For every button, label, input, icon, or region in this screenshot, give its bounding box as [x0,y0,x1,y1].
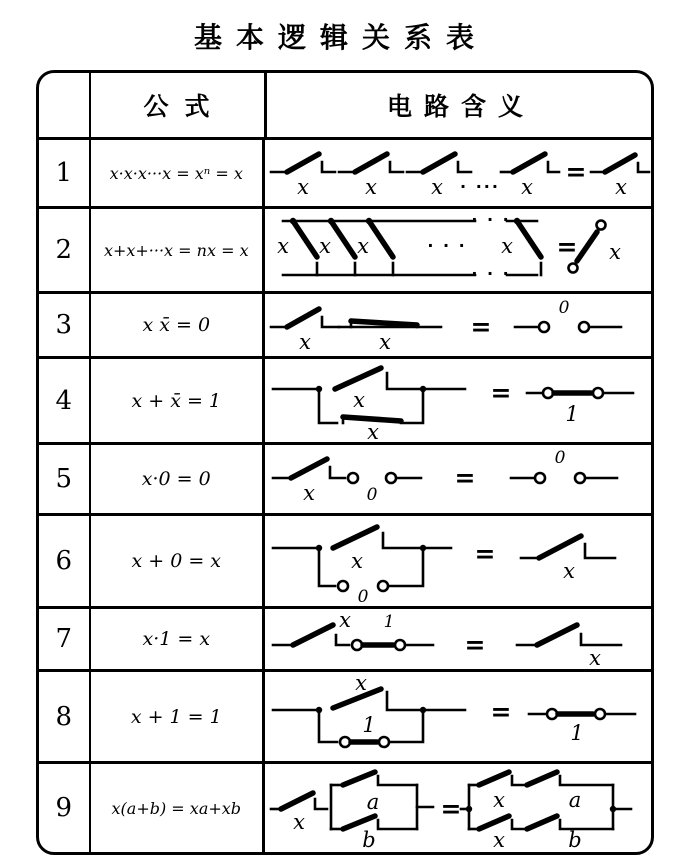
switch-label: x [615,175,627,199]
equals-sign: = [470,312,492,341]
table-row [39,359,651,445]
ellipsis-dots: · · · [471,264,511,283]
table-row [39,609,651,672]
circuit-diagram-parallel-open-closed [269,361,651,444]
table-row [39,140,651,209]
equals-sign: = [440,794,462,823]
header-circuit-cell: 电路含义 [386,92,535,121]
circuit-diagram-parallel-switches [269,211,651,289]
table-header-row [39,73,651,140]
formula: x·1 = x [91,609,265,669]
circuit-diagram-parallel-switch-open-contact [269,518,651,607]
open-contact [515,322,621,332]
formula: x+x+···x = nx = x [91,209,265,291]
circuit-cell [265,764,651,852]
circuit-cell [265,294,651,356]
switch-label: b [568,828,582,852]
equals-sign: = [565,157,587,186]
equals-sign: = [464,630,486,659]
circuit-diagram-series-switches [269,142,651,204]
equals-sign: = [454,463,476,492]
row-number: 8 [39,672,91,761]
switch-label: x [501,234,513,258]
circuit-cell [265,140,651,206]
circuit-cell [265,209,651,291]
circuit-diagram-series-closed-contact [269,608,651,670]
ellipsis-dots: · · · [471,210,511,229]
parallel-box-ab [331,772,433,829]
formula: x x̄ = 0 [91,294,265,356]
parallel-box-result [461,772,631,829]
row-number: 1 [39,140,91,206]
contact-state-label: 1 [570,720,584,745]
circuit-cell [265,672,651,761]
table-row [39,294,651,359]
result-switch [521,536,615,558]
formula: x + 1 = 1 [91,672,265,761]
equals-sign: = [556,232,578,261]
switch-label: x [521,175,533,199]
switch-label: x [431,175,443,199]
formula: x(a+b) = xa+xb [91,764,265,852]
switch-label: x [563,559,575,583]
ellipsis-dots: · · · [427,236,467,255]
formula: x + x̄ = 1 [91,359,265,442]
closed-switch [339,320,441,327]
switch-label: x [319,234,331,258]
result-switch [517,625,621,645]
branch-label: a [366,790,380,814]
row-number: 6 [39,516,91,606]
table-row [39,764,651,852]
switch-label: a [568,788,582,812]
contact-state-label: 0 [357,587,369,607]
circuit-cell [265,609,651,669]
table-row [39,516,651,609]
formula: x·0 = 0 [91,445,265,513]
switch-label: x [357,234,369,258]
open-switch [271,309,339,327]
switch-label: x [609,240,621,264]
contact-state-label: 1 [362,712,376,737]
contact-state-label: 0 [558,298,570,318]
formula: x + 0 = x [91,516,265,606]
switch-label: x [339,608,351,632]
circuit-diagram-distributive-law [269,767,651,852]
switch-label: x [493,788,505,812]
header-formula-cell: 公式 [91,73,267,137]
row-number: 9 [39,764,91,852]
switch-label: x [293,810,305,834]
circuit-diagram-series-open-contact [269,448,651,510]
switch-label: x [277,234,289,258]
row-number: 7 [39,609,91,669]
open-contact-result [511,473,617,483]
switch-label: x [297,175,309,199]
switch-label: x [299,330,311,354]
parallel-box [273,368,465,423]
circuit-cell [265,359,651,442]
circuit-cell [265,445,651,513]
closed-contact [352,640,433,650]
contact-state-label: 0 [554,448,566,468]
switch-label: x [353,387,365,412]
row-number: 5 [39,445,91,513]
equals-sign: = [490,696,512,726]
switch-label: x [493,828,505,852]
open-contact [348,473,421,483]
circuit-diagram-series-open-closed [269,297,651,353]
equals-sign: = [490,377,512,407]
page-title: 基本逻辑关系表 [193,21,488,54]
switch-label: x [365,175,377,199]
contact-state-label: 1 [383,612,395,632]
equals-sign: = [474,539,496,568]
result-switch [591,155,649,172]
open-switch [273,459,345,478]
switch-label: x [367,419,379,444]
table-row [39,445,651,516]
switch-label: x [589,646,601,670]
row-number: 4 [39,359,91,442]
circuit-cell [265,516,651,606]
row-number: 2 [39,209,91,291]
switch-label: x [379,330,391,354]
header-number-cell [39,73,91,137]
table-row [39,209,651,294]
series-switch [271,793,327,809]
switch-label: x [303,481,315,505]
switch-label: x [351,549,363,573]
logic-relations-table [36,70,654,855]
closed-contact [527,388,633,398]
contact-state-label: 1 [565,401,579,426]
formula: x·x·x···x = xⁿ = x [91,140,265,206]
series-switch-chain [271,154,559,172]
contact-state-label: 0 [366,485,378,505]
switch-label: x [355,670,367,695]
ellipsis-dots: · ··· [460,177,500,196]
branch-label: b [362,828,376,852]
row-number: 3 [39,294,91,356]
table-row [39,672,651,764]
circuit-diagram-parallel-switch-closed-contact [269,670,651,758]
open-switch [273,625,349,645]
closed-contact-result [529,709,635,719]
